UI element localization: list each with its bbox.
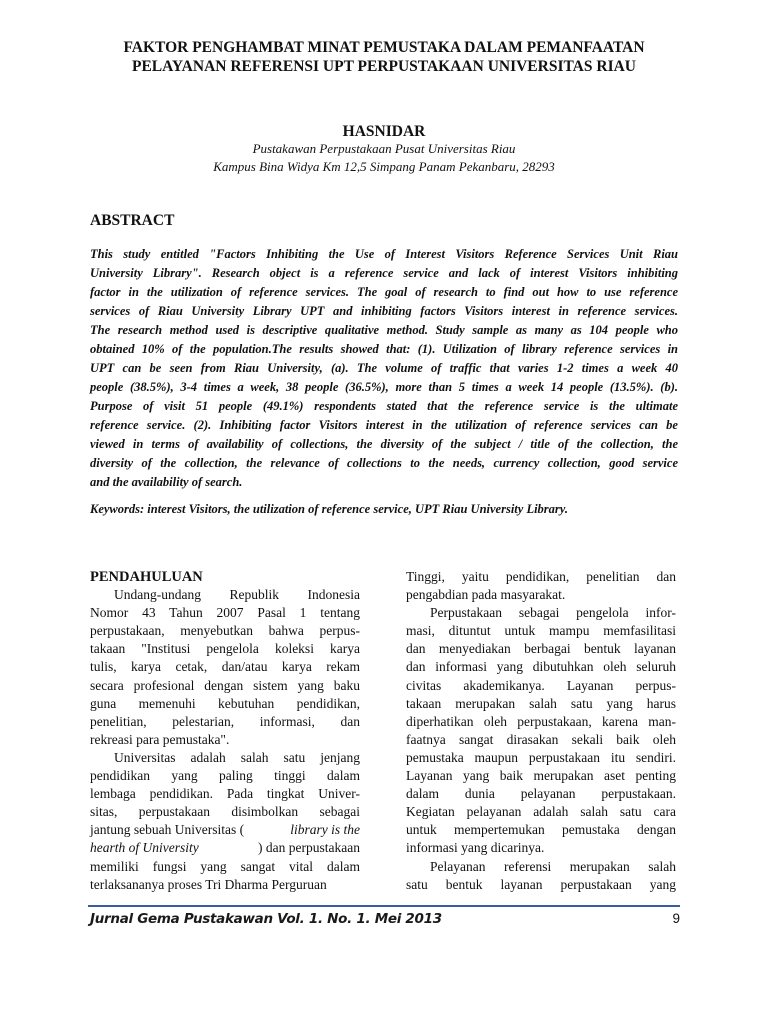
body-line: Nomor 43 Tahun 2007 Pasal 1 tentang xyxy=(90,605,360,621)
body-line: sitas, perpustakaan disimbolkan sebagai xyxy=(90,804,360,820)
body-line: dalam dunia pelayanan perpustakaan. xyxy=(406,786,676,802)
abstract-body xyxy=(90,245,678,492)
body-line-mixed xyxy=(90,839,360,857)
abstract-line: This study entitled "Factors Inhibiting the Use of Interest Visitors Reference Services Unit Riau xyxy=(90,247,678,261)
title-line-1: FAKTOR PENGHAMBAT MINAT PEMUSTAKA DALAM PEMANFAATAN xyxy=(123,39,645,56)
abstract-line: University Library". Research object is a reference service and lack of interest Visitors inhibiting xyxy=(90,266,678,280)
paper-title xyxy=(60,38,708,76)
body-left-column xyxy=(90,568,360,894)
abstract-line: factor in the utilization of reference services. The goal of research to find out how to use reference xyxy=(90,285,678,299)
abstract-heading: ABSTRACT xyxy=(90,212,175,229)
journal-footer: Jurnal Gema Pustakawan Vol. 1. No. 1. Mei 2013 xyxy=(90,911,442,927)
body-line: pendidikan yang paling tinggi dalam xyxy=(90,768,360,784)
body-right-column xyxy=(406,568,676,894)
abstract-line: Purpose of visit 51 people (49.1%) respondents stated that the reference service is the ultimate xyxy=(90,399,678,413)
body-text: jantung sebuah Universitas ( xyxy=(90,822,245,838)
body-line: takaan merupakan salah satu yang harus xyxy=(406,695,676,711)
body-text: ) dan perpustakaan xyxy=(258,840,360,856)
footer-rule xyxy=(88,905,680,907)
body-line-mixed xyxy=(90,821,360,839)
body-line: dan menyediakan berbagai bentuk layanan xyxy=(406,641,676,657)
body-line: satu bentuk layanan perpustakaan yang xyxy=(406,876,676,892)
body-line: secara profesional dengan sistem yang baku xyxy=(90,677,360,693)
body-line: diperhatikan oleh perpustakaan, karena man- xyxy=(406,713,676,729)
body-line: dan informasi yang dibutuhkan oleh seluruh xyxy=(406,659,676,675)
keywords: Keywords: interest Visitors, the utilization of reference service, UPT Riau University Library. xyxy=(90,502,568,516)
body-line: memiliki fungsi yang sangat vital dalam xyxy=(90,858,360,874)
body-line: masi, dituntut untuk mampu memfasilitasi xyxy=(406,623,676,639)
body-line: informasi yang dicarinya. xyxy=(406,840,545,856)
abstract-line: viewed in terms of availability of collections, the diversity of the subject / title of the collection, the xyxy=(90,437,678,451)
body-line: Kegiatan pelayanan adalah salah satu cara xyxy=(406,804,676,820)
author-affiliation xyxy=(60,140,708,176)
page-number: 9 xyxy=(672,911,680,926)
body-line: untuk mempertemukan pemustaka dengan xyxy=(406,822,676,838)
abstract-line: people (38.5%), 3-4 times a week, 38 people (36.5%), more than 5 times a week 14 people (13.5%). (b). xyxy=(90,380,678,394)
body-line: Layanan yang baik merupakan aset penting xyxy=(406,768,676,784)
body-line: pengabdian pada masyarakat. xyxy=(406,587,566,603)
body-line: faatnya sangat dirasakan sekali baik oleh xyxy=(406,731,676,747)
abstract-line: obtained 10% of the population.The results showed that: (1). Utilization of library reference services in xyxy=(90,342,678,356)
body-line: civitas akademikanya. Layanan perpus- xyxy=(406,677,676,693)
abstract-line: The research method used is descriptive qualitative method. Study sample as many as 104 people who xyxy=(90,323,678,337)
affiliation-line-1: Pustakawan Perpustakaan Pusat Universitas Riau xyxy=(252,141,516,156)
body-line: penelitian, pelestarian, informasi, dan xyxy=(90,713,360,729)
author-name: HASNIDAR xyxy=(342,123,426,140)
body-italic-text: library is the xyxy=(290,822,360,838)
abstract-line: UPT can be seen from Riau University, (a). The volume of traffic that varies 1-2 times a week 40 xyxy=(90,361,678,375)
affiliation-line-2: Kampus Bina Widya Km 12,5 Simpang Panam Pekanbaru, 28293 xyxy=(213,159,555,174)
title-line-2: PELAYANAN REFERENSI UPT PERPUSTAKAAN UNIVERSITAS RIAU xyxy=(132,58,636,75)
body-line: terlaksananya proses Tri Dharma Perguruan xyxy=(90,876,327,892)
body-line: takaan "Institusi pengelola koleksi karya xyxy=(90,641,360,657)
body-line: Perpustakaan sebagai pengelola infor- xyxy=(430,605,676,621)
abstract-line: services of Riau University Library UPT and inhibiting factors Visitors interest in reference services. xyxy=(90,304,678,318)
body-line: rekreasi para pemustaka". xyxy=(90,731,230,747)
body-italic-text: hearth of University xyxy=(90,840,199,856)
body-line: Undang-undang Republik Indonesia xyxy=(114,587,360,603)
body-line: guna memenuhi kebutuhan pendidikan, xyxy=(90,695,360,711)
abstract-line: and the availability of search. xyxy=(90,475,243,489)
body-line: Pelayanan referensi merupakan salah xyxy=(430,858,676,874)
body-line: pemustaka maupun perpustakaan itu sendiri. xyxy=(406,749,676,765)
body-line: Tinggi, yaitu pendidikan, penelitian dan xyxy=(406,569,676,584)
body-line: lembaga pendidikan. Pada tingkat Univer- xyxy=(90,786,360,802)
body-line: tulis, karya cetak, dan/atau karya rekam xyxy=(90,659,360,675)
abstract-line: reference service. (2). Inhibiting factor Visitors interest in the utilization of reference services can be xyxy=(90,418,678,432)
section-heading: PENDAHULUAN xyxy=(90,569,203,585)
body-line: Universitas adalah salah satu jenjang xyxy=(114,749,360,765)
abstract-line: diversity of the collection, the relevance of collections to the needs, currency collection, good service xyxy=(90,456,678,470)
body-line: perpustakaan, menyebutkan bahwa perpus- xyxy=(90,623,360,639)
